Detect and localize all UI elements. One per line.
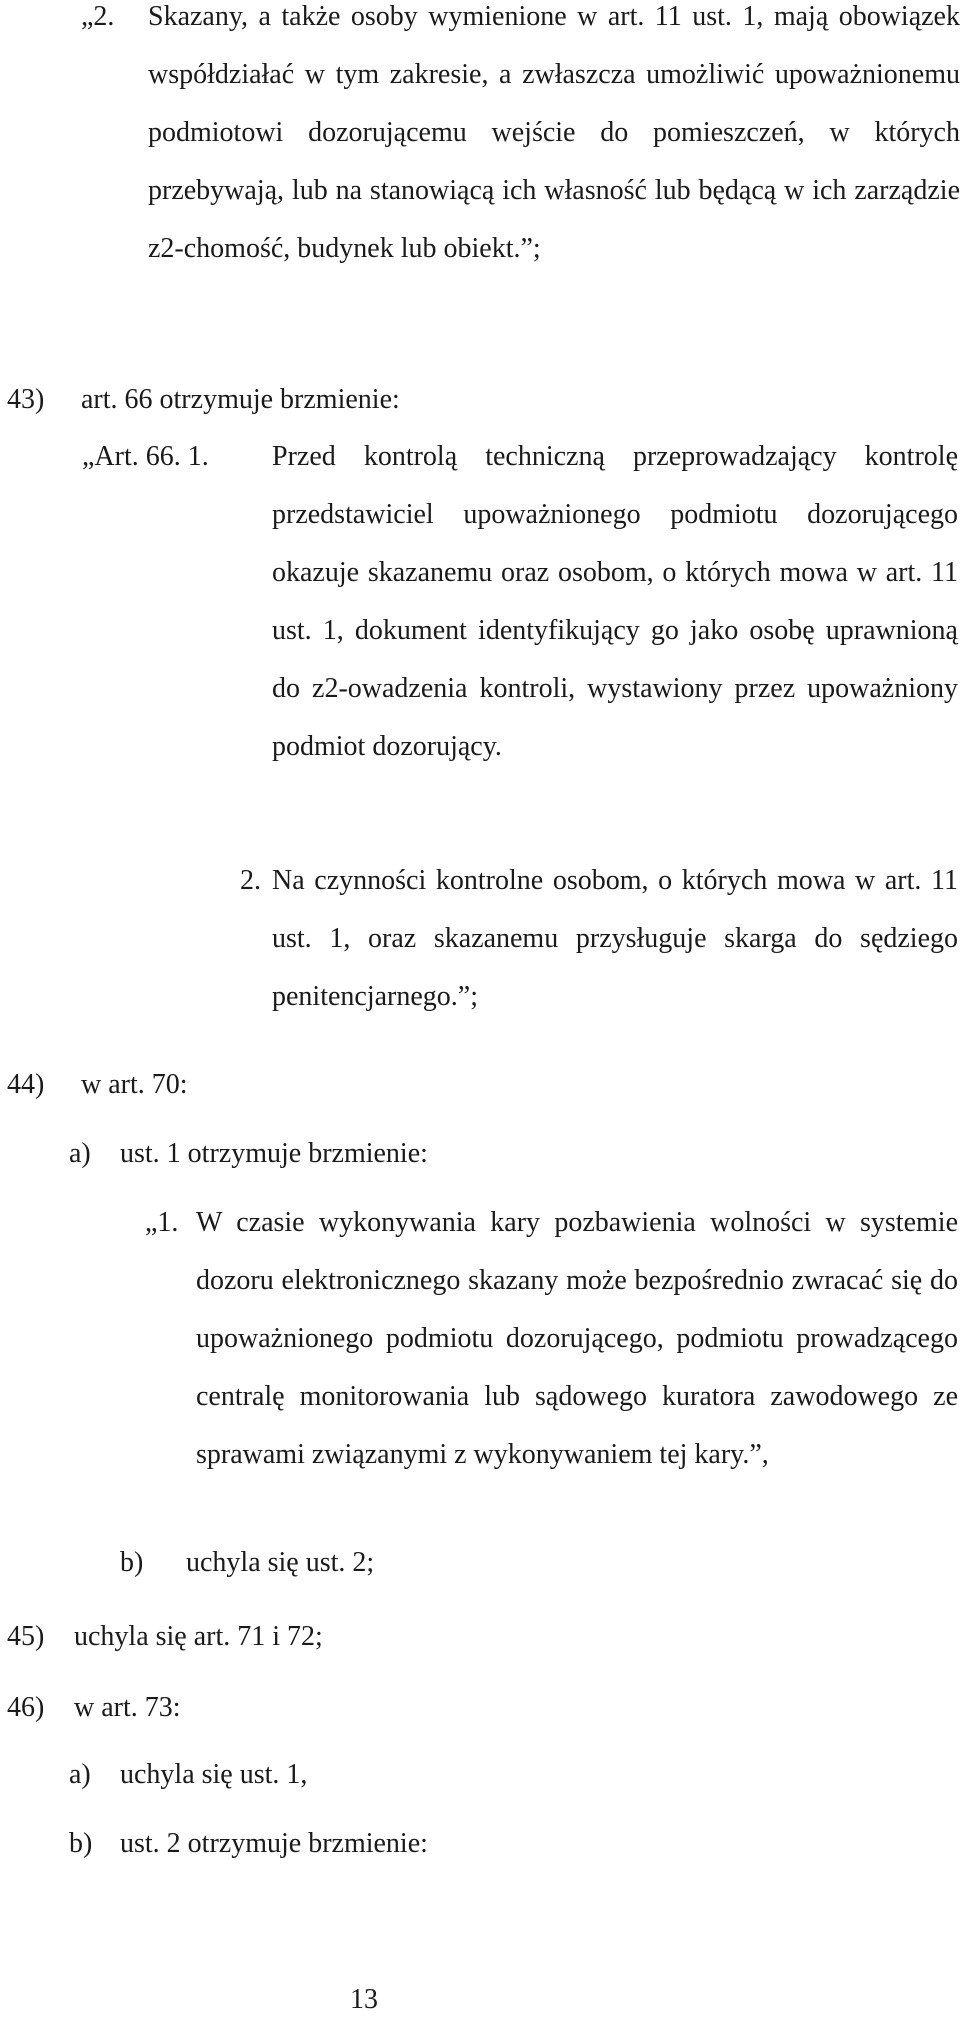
art-70-1-label: „1.	[145, 1207, 179, 1238]
art-66-2-label: 2.	[240, 865, 261, 896]
art-66-2-text: Na czynności kontrolne osobom, o których mowa w art. 11 ust. 1, oraz skazanemu przysługuje skarga do sędziego penitencjarnego.”;	[272, 865, 958, 1012]
art-66-1-text: Przed kontrolą techniczną przeprowadzający kontrolę przedstawiciel upoważnionego podmiotu dozorującego okazuje skazanemu oraz osobom, o których mowa w art. 11 ust. 1, dokument identyfikujący go jako osobę uprawnioną do z2-owadzenia kontroli, wystawiony przez upoważniony podmiot dozorujący.	[272, 441, 958, 762]
art-66-1-label: „Art. 66. 1.	[82, 441, 209, 472]
item-46b-label: b)	[69, 1828, 93, 1859]
item-43-label: 43)	[7, 384, 45, 415]
item-46a-label: a)	[69, 1759, 91, 1790]
item-44b-text: uchyla się ust. 2;	[186, 1547, 375, 1578]
art-70-1-text: W czasie wykonywania kary pozbawienia wolności w systemie dozoru elektronicznego skazany może bezpośrednio zwracać się do upoważnionego podmiotu dozorującego, podmiotu prowadzącego centralę monitorowania lub sądowego kuratora zawodowego ze sprawami związanymi z wykonywaniem tej kary.”,	[196, 1207, 958, 1470]
item-46-label: 46)	[7, 1692, 45, 1723]
para-2-label: „2.	[81, 1, 115, 32]
item-44-text: w art. 70:	[81, 1069, 188, 1100]
item-44b-label: b)	[120, 1547, 144, 1578]
item-43-text: art. 66 otrzymuje brzmienie:	[81, 384, 400, 415]
item-46-text: w art. 73:	[74, 1692, 181, 1723]
item-45-text: uchyla się art. 71 i 72;	[74, 1621, 323, 1652]
item-44a-text: ust. 1 otrzymuje brzmienie:	[120, 1138, 428, 1169]
page-number: 13	[350, 1984, 378, 2015]
item-44a-label: a)	[69, 1138, 91, 1169]
item-45-label: 45)	[7, 1621, 45, 1652]
para-2-text: Skazany, a także osoby wymienione w art. 11 ust. 1, mają obowiązek współdziałać w tym zakresie, a zwłaszcza umożliwić upoważnionemu podmiotowi dozorującemu wejście do pomieszczeń, w których przebywają, lub na stanowiącą ich własność lub będącą w ich zarządzie z2-chomość, budynek lub obiekt.”;	[148, 1, 960, 264]
item-44-label: 44)	[7, 1069, 45, 1100]
item-46a-text: uchyla się ust. 1,	[120, 1759, 308, 1790]
item-46b-text: ust. 2 otrzymuje brzmienie:	[120, 1828, 428, 1859]
